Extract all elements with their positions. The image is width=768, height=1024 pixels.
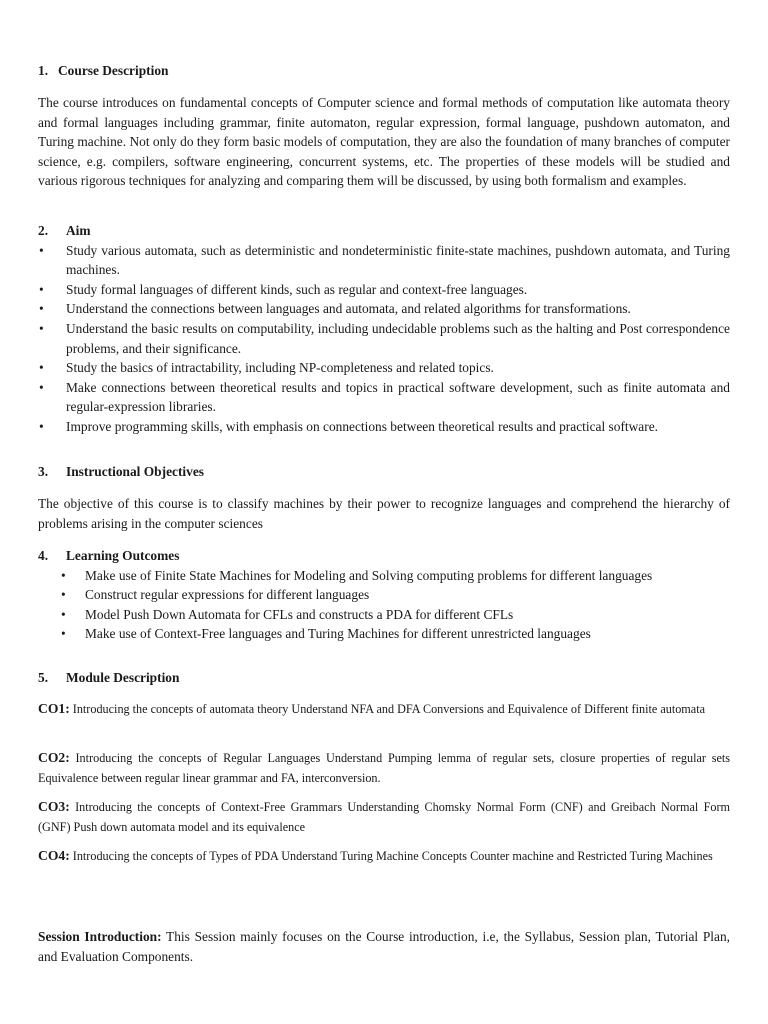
bullet-icon: • [39, 360, 44, 376]
bullet-icon: • [61, 606, 66, 622]
module-co1 [38, 699, 730, 720]
section-title: Module Description [66, 670, 180, 685]
section-course-description [38, 61, 730, 81]
session-introduction [38, 927, 730, 966]
section-number: 2. [38, 223, 49, 238]
section-heading [38, 546, 730, 566]
bullet-icon: • [39, 301, 44, 317]
module-code: CO4: [38, 848, 70, 863]
bullet-icon: • [39, 320, 44, 336]
list-item: • Make connections between theoretical results and topics in practical software development, such as finite automata and regular-expression libraries. [39, 379, 730, 415]
bullet-icon: • [39, 281, 44, 297]
section-number: 4. [38, 548, 49, 563]
instructional-objectives-body: The objective of this course is to classify machines by their power to recognize languages and comprehend the hierarchy of problems arising in the computer sciences [38, 496, 730, 531]
module-code: CO2: [38, 750, 70, 765]
bullet-icon: • [61, 626, 66, 642]
list-item: • Construct regular expressions for different languages [38, 585, 730, 605]
course-description-body: The course introduces on fundamental concepts of Computer science and formal methods of computation like automata theory and formal languages including grammar, finite automaton, regular expression, formal language, pushdown automaton, and Turing machine. Not only do they form basic models of computation, they are also the foundation of many branches of computer science, e.g. compilers, software engineering, concurrent systems, etc. The properties of these models will be studied and various rigorous techniques for analyzing and comparing them will be discussed, by using both formalism and examples. [38, 95, 730, 189]
list-item: • Model Push Down Automata for CFLs and constructs a PDA for different CFLs [38, 605, 730, 625]
section-number: 5. [38, 670, 49, 685]
section-title: Learning Outcomes [66, 548, 180, 563]
bullet-icon: • [61, 587, 66, 603]
list-item: • Understand the basic results on computability, including undecidable problems such as the halting and Post correspondence problems, and their significance. [39, 320, 730, 356]
aim-list [38, 241, 730, 437]
module-co3 [38, 797, 730, 837]
list-item: • Study formal languages of different kinds, such as regular and context-free languages. [38, 280, 730, 300]
module-text: Introducing the concepts of Regular Languages Understand Pumping lemma of regular sets, closure properties of regular sets Equivalence between regular linear grammar and FA, interconversion. [38, 751, 731, 785]
learning-outcomes-list [38, 566, 730, 644]
list-item: • Study the basics of intractability, including NP-completeness and related topics. [38, 358, 730, 378]
session-introduction-text: This Session mainly focuses on the Course introduction, i.e, the Syllabus, Session plan, Tutorial Plan, and Evaluation Components. [38, 929, 730, 964]
section-module-description [38, 668, 730, 688]
bullet-icon: • [61, 567, 66, 583]
module-co4 [38, 846, 730, 867]
section-number: 3. [38, 464, 49, 479]
section-heading [38, 668, 730, 688]
section-heading [38, 221, 730, 241]
module-text: Introducing the concepts of Types of PDA Understand Turing Machine Concepts Counter machine and Restricted Turing Machines [72, 849, 713, 863]
bullet-icon: • [39, 242, 44, 258]
section-heading [38, 61, 730, 81]
list-item: • Improve programming skills, with emphasis on connections between theoretical results and practical software. [38, 417, 730, 437]
section-aim [38, 221, 730, 437]
section-title: Aim [66, 223, 91, 238]
section-learning-outcomes [38, 546, 730, 644]
module-text: Introducing the concepts of automata theory Understand NFA and DFA Conversions and Equivalence of Different finite automata [72, 702, 705, 716]
module-text: Introducing the concepts of Context-Free Grammars Understanding Chomsky Normal Form (CNF) and Greibach Normal Form (GNF) Push down automata model and its equivalence [38, 800, 730, 834]
instructional-objectives-body-block [38, 494, 730, 533]
module-code: CO1: [38, 701, 70, 716]
module-code: CO3: [38, 799, 70, 814]
bullet-icon: • [39, 379, 44, 395]
list-item: • Make use of Context-Free languages and Turing Machines for different unrestricted languages [38, 624, 730, 644]
list-item: • Make use of Finite State Machines for Modeling and Solving computing problems for different languages [38, 566, 730, 586]
module-co2 [38, 748, 730, 788]
list-item: • Study various automata, such as deterministic and nondeterministic finite-state machines, pushdown automata, and Turing machines. [39, 242, 730, 278]
list-item: • Understand the connections between languages and automata, and related algorithms for transformations. [38, 299, 730, 319]
course-description-body-block [38, 93, 730, 191]
section-number: 1. [38, 63, 49, 78]
section-title: Course Description [58, 63, 169, 78]
section-title: Instructional Objectives [66, 464, 204, 479]
session-introduction-label: Session Introduction: [38, 929, 162, 944]
section-instructional-objectives [38, 462, 730, 482]
section-heading [38, 462, 730, 482]
bullet-icon: • [39, 418, 44, 434]
